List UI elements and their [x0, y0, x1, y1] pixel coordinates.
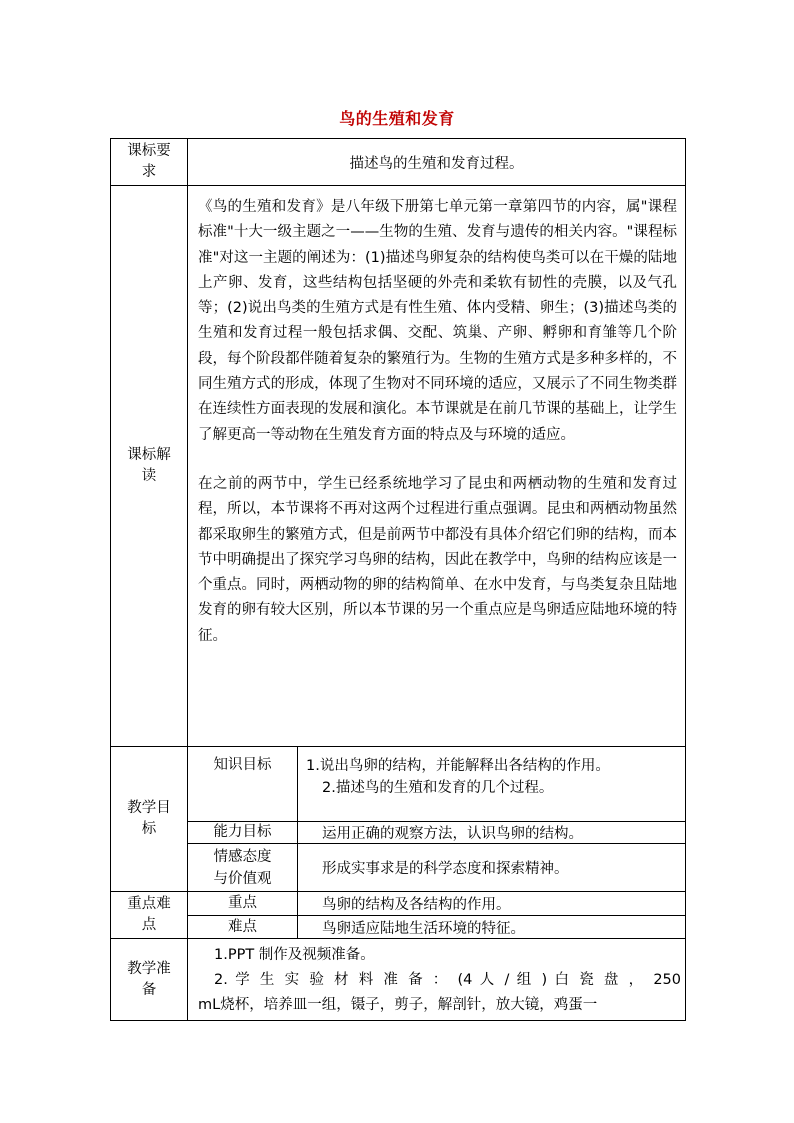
preparation-line-2: 2. 学 生 实 验 材 料 准 备 ： (4 人 / 组 ) 白 瓷 盘 ， 250 — [214, 972, 681, 988]
label-text: 重点难点 — [127, 896, 171, 933]
label-difficulty: 难点 — [188, 916, 298, 939]
interpretation-paragraph-2: 在之前的两节中，学生已经系统地学习了昆虫和两栖动物的生殖和发育过程，所以，本节课将不再对这两个过程进行重点强调。昆虫和两栖动物虽然都采取卵生的繁殖方式，但是前两节中都没有具体介绍它们卵的结构，而本节中明确提出了探究学习鸟卵的结构，因此在教学中，鸟卵的结构应该是一个重点。同时，两栖动物的卵的结构简单、在水中发育，与鸟类复杂且陆地发育的卵有较大区别，所以本节课的另一个重点应是鸟卵适应陆地环境的特征。 — [198, 475, 677, 644]
knowledge-goal-item-1: 1.说出鸟卵的结构，并能解释出各结构的作用。 — [306, 758, 610, 774]
label-ability-goal: 能力目标 — [188, 822, 298, 844]
label-standard-requirement — [111, 139, 188, 186]
knowledge-goal-item-2: 2.描述鸟的生殖和发育的几个过程。 — [322, 780, 554, 796]
difficulty-content: 鸟卵适应陆地生活环境的特征。 — [298, 916, 686, 939]
interpretation-paragraph-1: 《鸟的生殖和发育》是八年级下册第七单元第一章第四节的内容，属"课程标准"十大一级主题之一——生物的生殖、发育与遗传的相关内容。"课程标准"对这一主题的阐述为：(1)描述鸟卵复杂的结构使鸟类可以在干燥的陆地上产卵、发育，这些结构包括坚硬的外壳和柔软有韧性的壳膜，以及气孔等；(2)说出鸟类的生殖方式是有性生殖、体内受精、卵生；(3)描述鸟类的生殖和发育过程一般包括求偶、交配、筑巢、产卵、孵卵和育雏等几个阶段，每个阶段都伴随着复杂的繁殖行为。生物的生殖方式是多种多样的，不同生殖方式的形成，体现了生物对不同环境的适应，又展示了不同生物类群在连续性方面表现的发展和演化。本节课就是在前几节课的基础上，让学生了解更高一等动物在生殖发育方面的特点及与环境的适应。 — [198, 199, 677, 443]
label-preparation — [111, 939, 188, 1021]
row-preparation — [111, 939, 686, 1021]
preparation-content — [188, 939, 686, 1021]
label-emotion-goal — [188, 844, 298, 892]
preparation-line-1: 1.PPT 制作及视频准备。 — [214, 947, 375, 963]
row-ability-goal — [111, 822, 686, 844]
row-emotion-goal — [111, 844, 686, 892]
row-standard-requirement — [111, 139, 686, 186]
row-key-point — [111, 892, 686, 916]
emotion-goal-content: 形成实事求是的科学态度和探索精神。 — [298, 844, 686, 892]
page-title: 鸟的生殖和发育 — [339, 109, 455, 128]
row-knowledge-goal — [111, 747, 686, 822]
label-key-points — [111, 892, 188, 939]
label-text: 课标解读 — [127, 447, 171, 484]
label-standard-interpretation — [111, 186, 188, 747]
label-text: 教学准备 — [127, 960, 171, 998]
key-point-content: 鸟卵的结构及各结构的作用。 — [298, 892, 686, 916]
row-standard-interpretation — [111, 186, 686, 747]
label-text: 情感态度与价值观 — [213, 848, 272, 887]
label-text: 教学目标 — [127, 800, 171, 837]
ability-goal-content: 运用正确的观察方法，认识鸟卵的结构。 — [298, 822, 686, 844]
label-key-point: 重点 — [188, 892, 298, 916]
label-teaching-goals — [111, 747, 188, 892]
label-knowledge-goal: 知识目标 — [188, 747, 298, 822]
label-text: 课标要求 — [127, 143, 171, 180]
lesson-plan-table — [110, 138, 686, 1021]
standard-requirement-content: 描述鸟的生殖和发育过程。 — [188, 139, 686, 186]
row-difficulty — [111, 916, 686, 939]
knowledge-goal-content — [298, 747, 686, 822]
preparation-line-3: mL烧杯，培养皿一组，镊子，剪子，解剖针，放大镜，鸡蛋一 — [198, 997, 598, 1013]
standard-interpretation-content — [188, 186, 686, 747]
